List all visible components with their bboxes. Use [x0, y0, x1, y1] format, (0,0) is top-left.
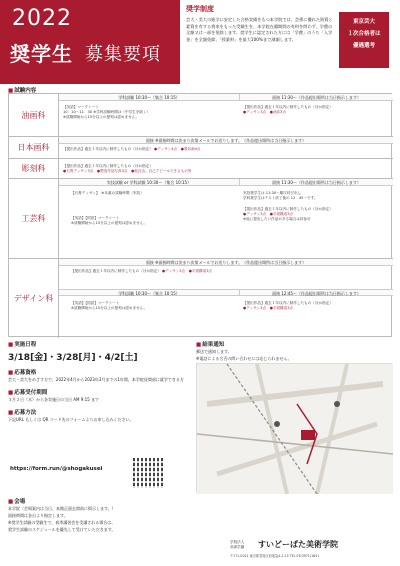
kougei-right2: 学科奨学生はテスト終了後の 12：45〜です。 — [243, 196, 318, 200]
access-map — [196, 363, 392, 493]
title-sub: 募集要項 — [85, 44, 161, 65]
exam-table — [8, 93, 392, 337]
header — [0, 0, 400, 84]
venue-text2: 面接時間は各自より指定します。 — [8, 513, 68, 518]
eligibility-title: ■ 応募資格 — [8, 368, 188, 376]
design-top-cell — [69, 267, 389, 276]
scholarship-intro — [186, 4, 336, 43]
row-oil — [9, 94, 393, 137]
bar-men-note2: 面接 ※面接時間は決まり次第メールでお送りします。（作品提出場所は当日指示します） — [59, 259, 393, 266]
bar-gakka-d: 学科試験 10:30〜（集合 10:15） — [59, 289, 239, 296]
map-svg — [197, 364, 393, 494]
eligibility-text: 芸大・美大をめざす方で、2022年4月から2023年3月までの1年間、本学院昼間部に就学できる方 — [8, 377, 184, 382]
oil-note: ※試験開始から15分以上の遅刻は認めません。 — [63, 115, 140, 119]
school-logo — [230, 540, 338, 558]
kougei-right-cell — [241, 189, 391, 224]
bar-gakka: 学科試験 10:30〜（集合 10:15） — [59, 94, 239, 101]
row-kougei — [9, 179, 393, 259]
dept-choukoku: 彫刻科 — [9, 159, 59, 178]
kougei-items: ●デッサン3点 ●平面構成3点 — [243, 212, 294, 216]
badge-line1: 東京芸大 — [352, 19, 375, 25]
choukoku-cell — [61, 162, 391, 176]
design-submit: 【提出作品】過去１年以内に制作したもの（ほか指定） — [71, 269, 161, 273]
deadline-text: ３月２日（水）から各実施日の当日 AM 9:15 まで — [8, 397, 99, 402]
kougei-jitsugi: 【石膏デッサン】 ※本番の試験時間（実技） — [71, 191, 144, 195]
schedule-dates: 3/18[金]・3/28[月]・4/2[土] — [8, 353, 138, 363]
bar-mensetsu: 面接 11:30〜（作品提出場所は当日指示します） — [239, 94, 393, 101]
info-left — [8, 340, 188, 428]
apply-block — [8, 408, 188, 423]
apply-url-link[interactable]: https://form.run/@shogakusei — [10, 466, 103, 472]
kougei-gakka-cell — [69, 189, 237, 228]
oil-mark: 【英語】マークシート — [63, 105, 99, 109]
result-text1: 郵送で通知します。 — [196, 349, 232, 354]
dept-design: デザイン科 — [9, 259, 59, 338]
logo-small2: 高津学園 — [230, 545, 245, 549]
logo-address: 〒171-0021 東京都豊島区西池袋4-2-15 TEL 03(3971)1641 — [230, 554, 320, 558]
eligibility-block — [8, 368, 188, 383]
row-design — [9, 259, 393, 338]
design-submit2: 【提出作品】過去１年以内に制作したもの（ほか指定） — [243, 301, 333, 305]
nihon-items: ●デッサン4点 ●着彩画4点 — [154, 147, 201, 151]
qr-code-icon[interactable] — [133, 458, 163, 488]
venue-text4: 奨学生試験のスケジュールを優先して受けていただきます。 — [8, 527, 116, 532]
badge-line3: 優遇選考 — [352, 43, 375, 49]
result-title: ■ 結果通知 — [196, 340, 392, 348]
apply-text: 下記URL もしくは QR コード先のフォームよりお申し込みください。 — [8, 417, 134, 422]
schedule-title: ■ 実施日程 — [8, 340, 188, 348]
row-choukoku — [9, 159, 393, 179]
nihon-submit: 【提出作品】過去１年以内に制作したもの（ほか指定） — [63, 147, 153, 151]
scholarship-heading: 奨学制度 — [186, 5, 214, 13]
oil-time: 10：10〜11：30 ※学科試験時間は（中学生を除く） — [63, 110, 151, 114]
apply-title: ■ 応募方法 — [8, 408, 188, 416]
row-nihon — [9, 137, 393, 159]
deadline-title: ■ 応募受付期間 — [8, 388, 188, 396]
venue-text1: 本学院（会場案内は当日、本館正面玄関前に掲示します。） — [8, 506, 116, 511]
design-items2: ●デッサン3点 ●平面構成3点 — [243, 306, 294, 310]
design-note: ※試験開始から15分以上の遅刻は認めません。 — [71, 306, 148, 310]
design-right-cell — [241, 299, 391, 313]
result-block — [196, 340, 392, 362]
kougei-gakka: 【英語】【国語】マークシート — [71, 216, 120, 220]
badge-line2: １次合格者は — [347, 31, 381, 37]
venue-block — [8, 497, 188, 533]
logo-small1: 学校法人 — [230, 540, 245, 544]
kougei-submit: 【提出作品】過去１年以内に制作したもの（ほか指定） — [243, 207, 333, 211]
scholarship-text: 芸大・美大の進学に安定した合格実績をもつ本学院では、芸術に優れた資質と素質を有する将来をもった受験生を、本学院在籍期間の有料を問わず、学費の全額又は一部を免除します。奨学生に認定された方には「学費」のうち「入学金」を全額免除、「授業料」を最大100%まで減額します。 — [186, 17, 333, 42]
deadline-block — [8, 388, 188, 403]
kougei-note: ※試験開始から15分以上の遅刻は認めません。 — [71, 221, 148, 225]
nihon-cell — [61, 145, 391, 154]
dept-nihon: 日本画科 — [9, 137, 59, 158]
kougei-right1: 実技奨学生は 11:30〜順次呼び出し — [243, 191, 302, 195]
design-gakka: 【英語】【国語】マークシート — [71, 301, 120, 305]
venue-text3: ※奨学生試験の受験生で、春季講習会を受講される場合は、 — [8, 520, 116, 525]
choukoku-items: ●石膏デッサン3点 ●塑造作品写真3点 ●他自由。自己アピールできるもの等 — [63, 169, 192, 173]
design-items: ●デッサン3点 ●平面構成3点 — [162, 269, 213, 273]
choukoku-submit: 【提出作品】過去１年以内に制作したもの（ほか指定） — [63, 164, 153, 168]
design-gakka-cell — [69, 299, 237, 313]
oil-submit-cell — [241, 103, 391, 117]
bar-jitsugi: 実技試験 or 学科試験 10:30〜（集合 10:15） — [59, 179, 239, 186]
exam-section-title: ■ 試験内容 — [8, 86, 36, 94]
logo-name: すいどーばた美術学院 — [258, 540, 338, 549]
venue-title: ■ 会場 — [8, 497, 188, 505]
oil-submit: 【提出作品】過去１年以内に制作したもの（ほか指定） — [243, 105, 333, 109]
header-title-block — [0, 0, 180, 84]
dept-kougei: 工芸科 — [9, 179, 59, 258]
bar-mensetsu-d: 面接 12:45〜（作品提出場所は当日指示します） — [239, 289, 393, 296]
priority-badge — [339, 12, 389, 68]
dept-oil: 油画科 — [9, 94, 59, 136]
schedule-block — [8, 340, 188, 363]
bar-men-note: 面接 ※面接時間は決まり次第メールでお送りします。（作品提出場所は当日指示します） — [59, 137, 393, 144]
year-label: 2022 — [12, 6, 72, 31]
oil-items: ●デッサン3点 ●油彩3点 — [243, 110, 286, 114]
oil-gakka-cell — [61, 103, 237, 122]
school-marker-icon — [301, 430, 315, 440]
title-main: 奨学生 — [10, 42, 73, 66]
result-text2: ※電話による合否の問い合わせには応じられません。 — [196, 356, 292, 361]
kougei-more: ※他に提出したい作品がある場合は持参可 — [243, 217, 311, 221]
bar-mensetsu2: 面接 11:30〜（作品提出場所は当日指示します） — [239, 179, 393, 186]
